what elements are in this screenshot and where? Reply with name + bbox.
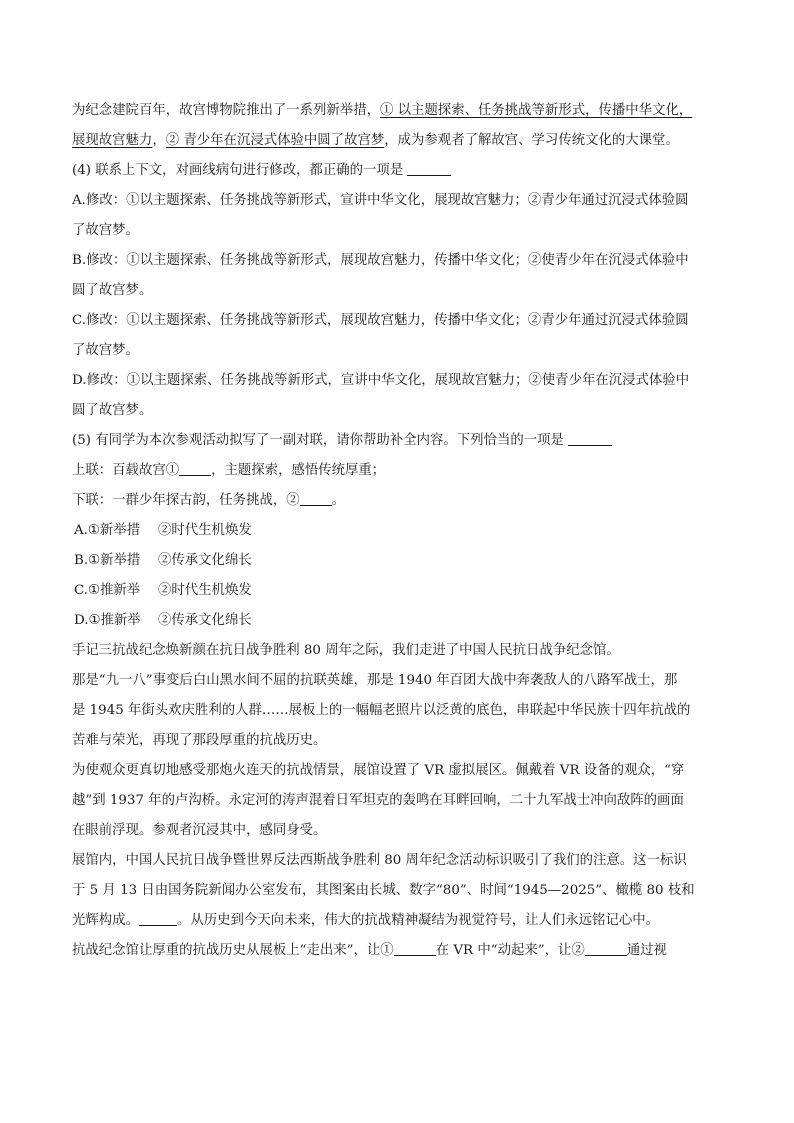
passage2-p3-line1: 为使观众更真切地感受那炮火连天的抗战情景，展馆设置了 VR 虚拟展区。佩戴着 VR 设备的观众，“穿 (72, 763, 685, 778)
underlined-sentence-1: ① 以主题探索、任务挑战等新形式，传播中华文化， (379, 103, 693, 118)
passage1-text-end: ，成为参观者了解故宫、学习传统文化的大课堂。 (384, 133, 679, 148)
option-part-2: ②时代生机焕发 (158, 583, 252, 598)
q4-option-b-line1[interactable]: B.修改：①以主题探索、任务挑战等新形式，展现故宫魅力，传播中华文化；②使青少年在沉浸式体验中 (72, 253, 689, 268)
option-part-1: C.①推新举 (74, 583, 141, 598)
option-part-1: D.①推新举 (74, 613, 141, 628)
passage2-intro: 手记三抗战纪念焕新颜在抗日战争胜利 80 周年之际，我们走进了中国人民抗日战争纪念馆。 (72, 643, 620, 658)
q4-option-b-line2: 圆了故宫梦。 (72, 283, 153, 298)
underlined-sentence-1-end: 展现故宫魅力 (72, 133, 153, 148)
q5-option-a[interactable] (72, 516, 722, 546)
answer-blank[interactable] (407, 161, 451, 176)
p4-text-start: 光辉构成。 (72, 913, 139, 928)
q4-option-d-line2: 圆了故宫梦。 (72, 403, 153, 418)
couplet-upper-start: 上联：百载故宫① (72, 463, 180, 478)
couplet-lower-start: 下联：一群少年探古韵，任务挑战，② (72, 493, 300, 508)
q5-option-b[interactable] (72, 546, 722, 576)
q4-option-c-line2: 了故宫梦。 (72, 343, 139, 358)
underlined-sentence-2: ② 青少年在沉浸式体验中圆了故宫梦 (165, 133, 385, 148)
passage2-p4-line1: 展馆内，中国人民抗日战争暨世界反法西斯战争胜利 80 周年纪念活动标识吸引了我们的注意。这一标识 (72, 853, 687, 868)
q5-stem-text: (5) 有同学为本次参观活动拟写了一副对联，请你帮助补全内容。下列恰当的一项是 (72, 433, 569, 448)
passage1-comma: ， (152, 133, 166, 148)
couplet-upper-end: ，主题探索，感悟传统厚重； (211, 463, 386, 478)
q4-option-d-line1[interactable]: D.修改：①以主题探索、任务挑战等新形式，宣讲中华文化，展现故宫魅力；②使青少年在沉浸式体验中 (72, 373, 690, 388)
passage1-line2 (72, 126, 722, 156)
couplet-blank-1[interactable] (179, 461, 211, 476)
couplet-upper (72, 456, 722, 486)
passage2-p2-line3: 苦难与荣光，再现了那段厚重的抗战历史。 (72, 733, 327, 748)
passage1-text: 为纪念建院百年，故宫博物院推出了一系列新举措， (72, 103, 380, 118)
couplet-blank-2[interactable] (300, 491, 332, 506)
answer-blank-2[interactable] (585, 941, 627, 956)
q4-option-a-line2: 了故宫梦。 (72, 223, 139, 238)
passage2-p5-line1 (72, 936, 722, 966)
couplet-lower-end: 。 (331, 493, 346, 508)
p5-text-middle: 在 VR 中“动起来”，让② (435, 943, 585, 958)
document-content (72, 96, 722, 966)
q4-stem-text: (4) 联系上下文，对画线病句进行修改，都正确的一项是 (72, 163, 408, 178)
passage1-line1 (72, 96, 722, 126)
q4-option-a-line1[interactable]: A.修改：①以主题探索、任务挑战等新形式，宣讲中华文化，展现故宫魅力；②青少年通过沉浸式体验圆 (72, 193, 689, 208)
answer-blank-1[interactable] (394, 941, 436, 956)
passage2-p2-line2: 是 1945 年街头欢庆胜利的人群……展板上的一幅幅老照片以泛黄的底色，串联起中华民族十四年抗战的 (72, 703, 691, 718)
p5-text-end: 通过视 (626, 943, 667, 958)
p4-text-end: 。从历史到今天向未来，伟大的抗战精神凝结为视觉符号，让人们永远铭记心中。 (176, 913, 660, 928)
q5-option-c[interactable] (72, 576, 722, 606)
passage2-p3-line3: 在眼前浮现。参观者沉浸其中，感同身受。 (72, 823, 327, 838)
passage2-p2-line1: 那是“九一八”事变后白山黑水间不屈的抗联英雄，那是 1940 年百团大战中奔袭敌人的八路军战士，那 (72, 673, 678, 688)
option-part-2: ②传承文化绵长 (158, 613, 252, 628)
option-part-1: B.①新举措 (74, 553, 141, 568)
q4-stem (72, 156, 722, 186)
answer-blank[interactable] (568, 431, 612, 446)
q5-stem (72, 426, 722, 456)
passage2-p4-line2: 于 5 月 13 日由国务院新闻办公室发布，其图案由长城、数字“80”、时间“1945—2025”、橄榄 80 枝和 (72, 883, 695, 898)
option-part-2: ②传承文化绵长 (158, 553, 252, 568)
couplet-lower (72, 486, 722, 516)
q5-option-d[interactable] (72, 606, 722, 636)
answer-blank[interactable] (139, 911, 177, 926)
option-part-2: ②时代生机焕发 (158, 523, 252, 538)
q4-option-c-line1[interactable]: C.修改：①以主题探索、任务挑战等新形式，展现故宫魅力，传播中华文化；②青少年通过沉浸式体验圆 (72, 313, 689, 328)
passage2-p4-line3 (72, 906, 722, 936)
p5-text-start: 抗战纪念馆让厚重的抗战历史从展板上“走出来”，让① (72, 943, 394, 958)
option-part-1: A.①新举措 (74, 523, 141, 538)
passage2-p3-line2: 越”到 1937 年的卢沟桥。永定河的涛声混着日军坦克的轰鸣在耳畔回响，二十九军战士冲向敌阵的画面 (72, 793, 684, 808)
